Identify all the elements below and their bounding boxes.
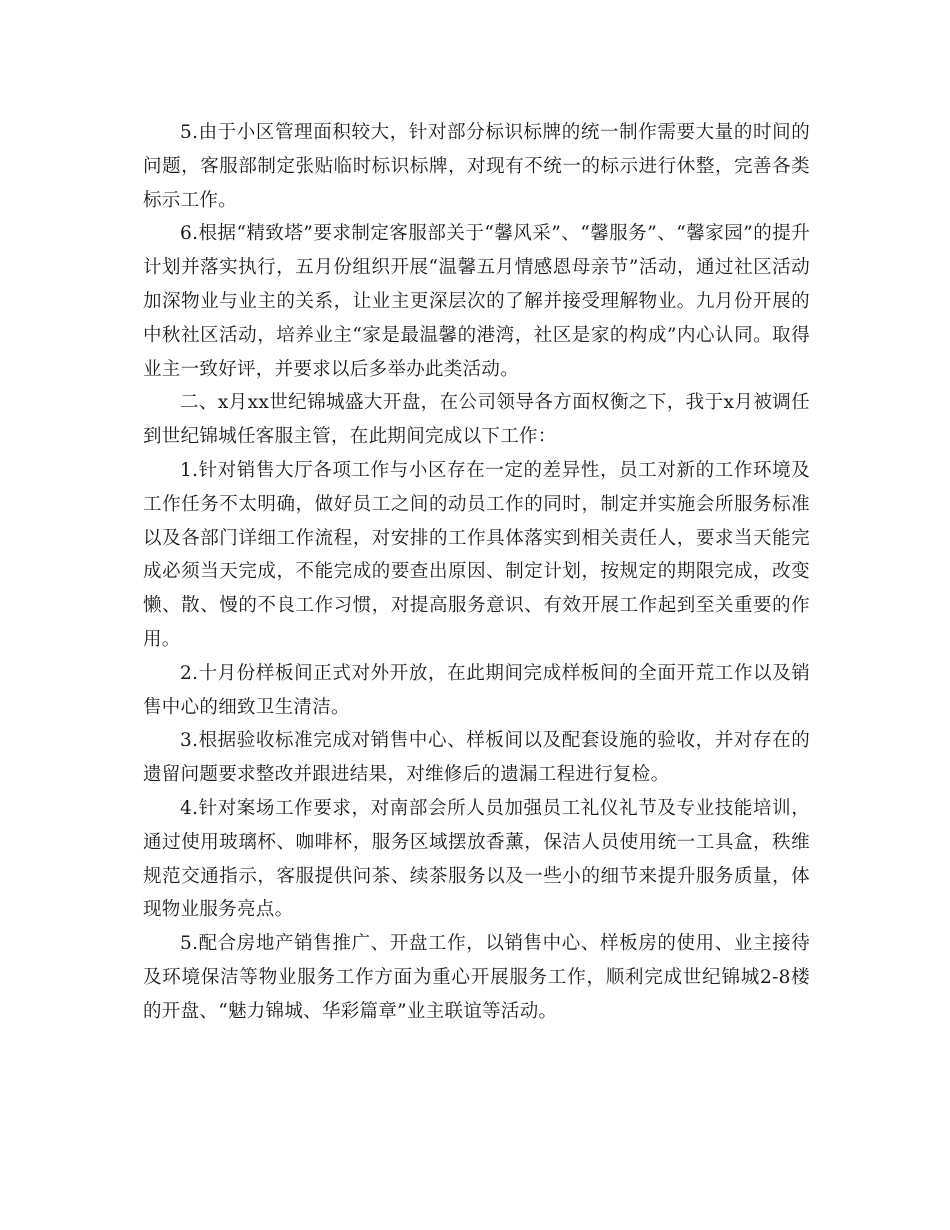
paragraph-item-1-sales-hall: 1.针对销售大厅各项工作与小区存在一定的差异性，员工对新的工作环境及工作任务不太明确，做好员工之间的动员工作的同时，制定并实施会所服务标准以及各部门详细工作流程，对安排的工作具体落实到相关责任人，要求当天能完成必须当天完成，不能完成的要查出原因、制定计划，按规定的期限完成，改变懒、散、慢的不良工作习惯，对提高服务意识、有效开展工作起到至关重要的作用。 <box>143 459 810 650</box>
paragraph-item-5-opening: 5.配合房地产销售推广、开盘工作，以销售中心、样板房的使用、业主接待及环境保洁等物业服务工作方面为重心开展服务工作，顺利完成世纪锦城2-8楼的开盘、“魅力锦城、华彩篇章”业主联谊等活动。 <box>143 933 810 1022</box>
paragraph-item-3-acceptance: 3.根据验收标准完成对销售中心、样板间以及配套设施的验收，并对存在的遗留问题要求整改并跟进结果，对维修后的遗漏工程进行复检。 <box>143 730 810 786</box>
paragraph-item-6-upgrade-plan: 6.根据“精致塔”要求制定客服部关于“馨风采”、“馨服务”、“馨家园”的提升计划并落实执行，五月份组织开展“温馨五月情感恩母亲节”活动，通过社区活动加深物业与业主的关系，让业主更深层次的了解并接受理解物业。九月份开展的中秋社区活动，培养业主“家是最温馨的港湾，社区是家的构成”内心认同。取得业主一致好评，并要求以后多举办此类活动。 <box>143 223 810 380</box>
paragraph-section-two-intro: 二、x月xx世纪锦城盛大开盘，在公司领导各方面权衡之下，我于x月被调任到世纪锦城任客服主管，在此期间完成以下工作： <box>143 392 810 448</box>
paragraph-item-2-model-room: 2.十月份样板间正式对外开放，在此期间完成样板间的全面开荒工作以及销售中心的细致卫生清洁。 <box>143 662 810 718</box>
paragraph-item-4-training: 4.针对案场工作要求，对南部会所人员加强员工礼仪礼节及专业技能培训，通过使用玻璃杯、咖啡杯，服务区域摆放香薰，保洁人员使用统一工具盒，秩维规范交通指示，客服提供问茶、续茶服务以及一些小的细节来提升服务质量，体现物业服务亮点。 <box>143 797 810 921</box>
paragraph-item-5-signage: 5.由于小区管理面积较大，针对部分标识标牌的统一制作需要大量的时间的问题，客服部制定张贴临时标识标牌，对现有不统一的标示进行休整，完善各类标示工作。 <box>143 122 810 211</box>
